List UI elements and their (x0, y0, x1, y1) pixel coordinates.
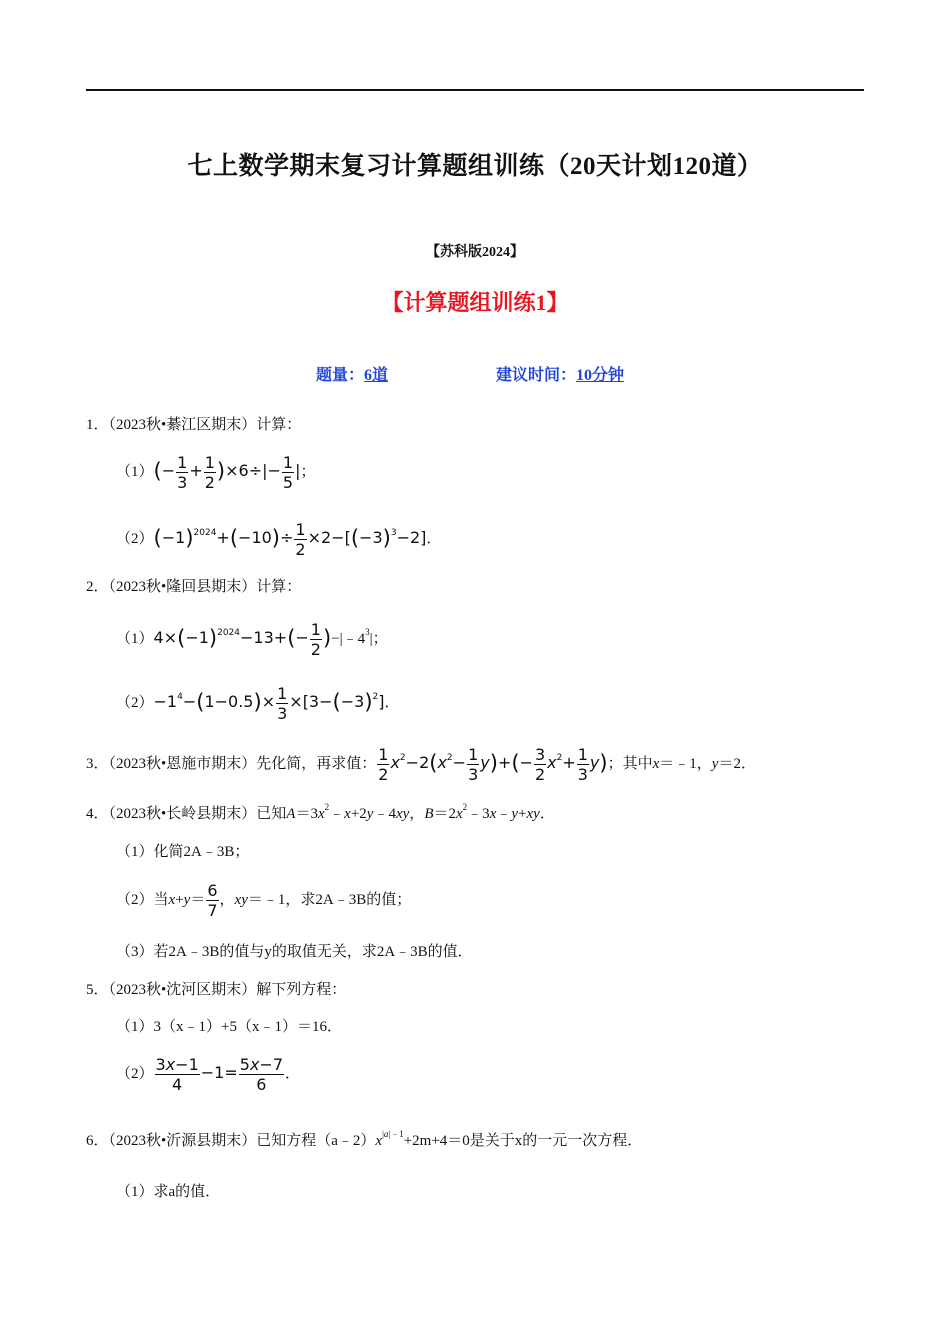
question-6: 6．（2023秋•沂源县期末）已知方程$(a﹣2)x^{|a|﹣1}+2m+4=0$是关于x的一元一次方程． (86, 1129, 643, 1149)
question-1-part-1: （1）(− $\frac{1}{3}$ + $\frac{1}{2}$ )×6÷|− $\frac{1}{5}$ |； (116, 453, 316, 492)
header-rule (86, 89, 864, 91)
question-4-part-1: （1）化简2A﹣3B； (116, 844, 250, 860)
question-1-head: 1．（2023秋•綦江区期末）计算： (86, 417, 302, 433)
suggested-time: 建议时间：10分钟 (496, 367, 625, 384)
question-count: 题量：6道 (316, 367, 389, 384)
question-2-part-2: $(2)-1^4-(1-0.5)\times$ $\frac{1}{3}$ $\times[3-(-3)^2]$． (116, 684, 400, 723)
question-4-head: 4．（2023秋•长岭县期末）已知$A=3x^2﹣x+2y﹣4xy$，$B=2x^2﹣3x﹣y+xy$． (86, 802, 555, 822)
group-title: 【计算题组训练1】 (381, 290, 569, 315)
question-2-head: 2．（2023秋•隆回县期末）计算： (86, 579, 302, 595)
question-6-part-1: （1）求a的值． (116, 1184, 221, 1200)
question-4-part-3: （3）若2A﹣3B的值与y的取值无关，求2A﹣3B的值． (116, 944, 473, 960)
question-5-part-1: （1）3（x﹣1）+5（x﹣1）＝16． (116, 1019, 342, 1035)
page-title: 七上数学期末复习计算题组训练（20天计划120道） (187, 153, 763, 180)
question-1-part-2: $(2)(-1)^{2024}+(-10)\div$ $\frac{1}{2}$ $\times 2-[(-3)^3-2]$． (116, 520, 442, 559)
edition-label: 【苏科版2024】 (426, 245, 524, 260)
question-5-part-2: （2） $\frac{3x-1}{4}$ −1= $\frac{5x-7}{6}$ ． (116, 1055, 301, 1094)
question-5-head: 5．（2023秋•沈河区期末）解下列方程： (86, 982, 347, 998)
question-3: 3．（2023秋•恩施市期末）先化简，再求值： $\frac{1}{2}$ $x^2-2(x^2-$ $\frac{1}{3}$ y)+(− $\frac{3}{2}$ $x^2+$ $\frac{1}{3}$ y)；其中x＝﹣1，y＝2． (86, 745, 756, 784)
question-2-part-1: $(1)4\times(-1)^{2024}-13+(-$ $\frac{1}{2}$ )$-|﹣4^3|$； (116, 620, 388, 659)
question-4-part-2: （2）当x+y＝ $\frac{6}{7}$ ，xy＝﹣1，求2A﹣3B的值； (116, 881, 412, 920)
